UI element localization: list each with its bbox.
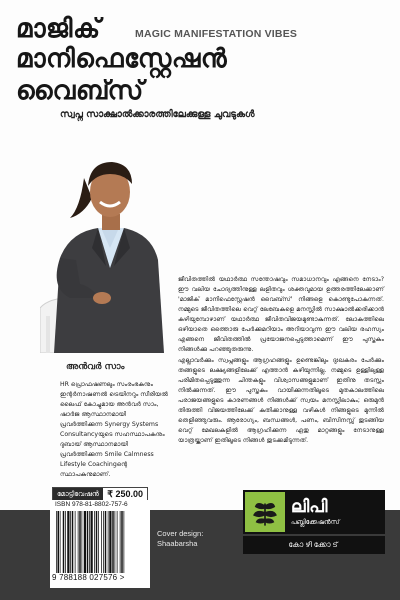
barcode-digits: 9 788188 027576 > xyxy=(52,573,125,582)
author-portrait-illustration xyxy=(40,148,180,353)
barcode-bar xyxy=(112,511,114,573)
publisher-header xyxy=(243,490,385,534)
isbn-text: ISBN 978-81-8802-757-6 xyxy=(55,501,128,508)
barcode-bar xyxy=(70,511,71,573)
category-label: മോട്ടിവേഷൻ xyxy=(53,488,103,500)
author-name: അൻവർ സാം xyxy=(66,362,125,372)
publisher-city: കോഴിക്കോട് xyxy=(243,536,385,554)
publisher-block xyxy=(243,490,385,580)
title-line-2: മാനിഫെസ്റ്റേഷൻ xyxy=(16,44,228,74)
barcode-bar xyxy=(91,511,93,573)
title-line-3: വൈബ്സ് xyxy=(16,76,144,106)
subtitle: സ്വപ്ന സാക്ഷാൽക്കാരത്തിലേക്കുള്ള ചുവടുകൾ xyxy=(60,109,255,120)
isbn-barcode-box xyxy=(50,500,150,588)
blurb-paragraph-2: എല്ലാവർക്കും സ്വപ്നങ്ങളും ആഗ്രഹങ്ങളും ഉണ്ടെങ്കിലും ദുഃഖകരം പേർക്കും തങ്ങളുടെ ലക്ഷ്യങ്ങളിലേക്ക് എത്താൻ കഴിയുന്നില്ല. നമ്മുടെ ഉള്ളിലുള്ള പരിമിതപ്പെടുത്തുന്ന ചിന്തകളും വിശ്വാസങ്ങളുമാണ് ഇതിനു തടസ്സം നിൽക്കുന്നത്. ഈ പുസ്തകം വായിക്കുന്നതിലൂടെ മുതകാലത്തിലെ പരാജയങ്ങളുടെ കാരണങ്ങൾ നിങ്ങൾക്ക് സ്വയം മനസ്സിലാകും; ഒരുമുൻ തിരുത്തി വിജയത്തിലേക്ക് കുതിക്കാനുള്ള വഴികൾ നിങ്ങളുടെ മുന്നിൽ തെളിഞ്ഞുവരും. ആരോഗ്യം, ബന്ധങ്ങൾ, പണം, ബിസിനസ്സ് തുടങ്ങിയ വെറ്റ് മേഖലകളിൽ ആഗ്രഹിക്കുന്ന ഏതു മാറ്റങ്ങളും നേടാനുള്ള യാത്രയ്ക്കാണ് ഇതിലൂടെ നിങ്ങൾ തുടക്കമിടുന്നത്. xyxy=(178,357,384,444)
author-photo xyxy=(40,148,180,353)
barcode-bar xyxy=(105,511,107,573)
barcode-bar xyxy=(63,511,65,573)
barcode-bar xyxy=(56,511,57,573)
barcode-icon xyxy=(56,511,144,573)
barcode-bar xyxy=(89,511,90,573)
barcode-bar xyxy=(109,511,111,573)
barcode-bar xyxy=(72,511,74,573)
publisher-name-main: ലിപി xyxy=(291,497,328,517)
barcode-bar xyxy=(84,511,86,573)
barcode-bar xyxy=(94,511,95,573)
barcode-bar xyxy=(101,511,102,573)
barcode-bar xyxy=(124,511,125,573)
barcode-bar xyxy=(117,511,118,573)
publisher-name-sub: പബ്ലിക്കേഷൻസ് xyxy=(291,518,340,526)
barcode-bar xyxy=(115,511,116,573)
english-title: MAGIC MANIFESTATION VIBES xyxy=(135,28,298,40)
cover-design-label: Cover design: xyxy=(157,529,204,538)
barcode-bar xyxy=(60,511,61,573)
barcode-bar xyxy=(87,511,89,573)
leaf-icon xyxy=(248,495,282,529)
title-line-1: മാജിക് xyxy=(16,14,101,44)
barcode-bar xyxy=(65,511,66,573)
barcode-bar xyxy=(58,511,60,573)
leaf-logo-icon xyxy=(245,492,285,532)
barcode-bar xyxy=(78,511,79,573)
barcode-bar xyxy=(82,511,83,573)
barcode-bar xyxy=(79,511,81,573)
barcode-bar xyxy=(98,511,99,573)
barcode-bar xyxy=(120,511,121,573)
author-bio: HR പ്രൊഫഷണലും സംരംഭകനും ഇന്റർനാഷണൽ ട്രെയിനറും സീരിയൽ ലൈഫ് കോച്ചുമായ അൻവർ സാം, ഷാർജ ആസ്ഥാനമായി പ്രവർത്തിക്കുന്ന Synergy Systems Consultancyയുടെ സഹസ്ഥാപകനും ദുബായ് ആസ്ഥാനമായി പ്രവർത്തിക്കുന്ന Smile Calmness Lifestyle Coachingന്റെ സ്ഥാപകനുമാണ്. xyxy=(60,381,169,478)
barcode-bar xyxy=(108,511,109,573)
barcode-bar xyxy=(103,511,104,573)
publisher-name xyxy=(291,497,340,527)
cover-designer-name: Shaabarsha xyxy=(157,539,198,548)
blurb-paragraph-1: ജീവിതത്തിൽ യഥാർത്ഥ സന്തോഷവും സമാധാനവും എങ്ങനെ നേടാം? ഈ വലിയ ചോദ്യത്തിനുള്ള ലളിതവും ശക്തവുമായ ഉത്തരത്തിലേക്കാണ് 'മാജിക് മാനിഫെസ്റ്റേഷൻ വൈബ്സ്' നിങ്ങളെ കൊണ്ടുപോകുന്നത്. നമ്മുടെ ജീവിതത്തിലെ വെറ്റ് ലേബേകളെ മനസ്സിൽ സാക്ഷാൽക്കരിക്കാൻ കഴിയുമ്പോഴാണ് യഥാർത്ഥ ജീവിതവിജയമുണ്ടാകുന്നത്. ലോകത്തിലെ ഒഴിയാതെ ഒത്തൊരു പേർക്കുമറിയാം അറിയാവുന്ന ഈ വലിയ രഹസ്യം എങ്ങനെ ജീവിതത്തിൽ പ്രയോജനപ്പെടുത്താമെന്ന് ഈ പുസ്തകം നിങ്ങൾക്കു പറഞ്ഞുതരുന്നു. xyxy=(178,276,384,353)
barcode-bar xyxy=(67,511,69,573)
price-box xyxy=(52,487,148,501)
barcode-bar xyxy=(121,511,123,573)
barcode-bar xyxy=(75,511,76,573)
barcode-bar xyxy=(96,511,98,573)
price-value: ₹ 250.00 xyxy=(107,488,143,499)
